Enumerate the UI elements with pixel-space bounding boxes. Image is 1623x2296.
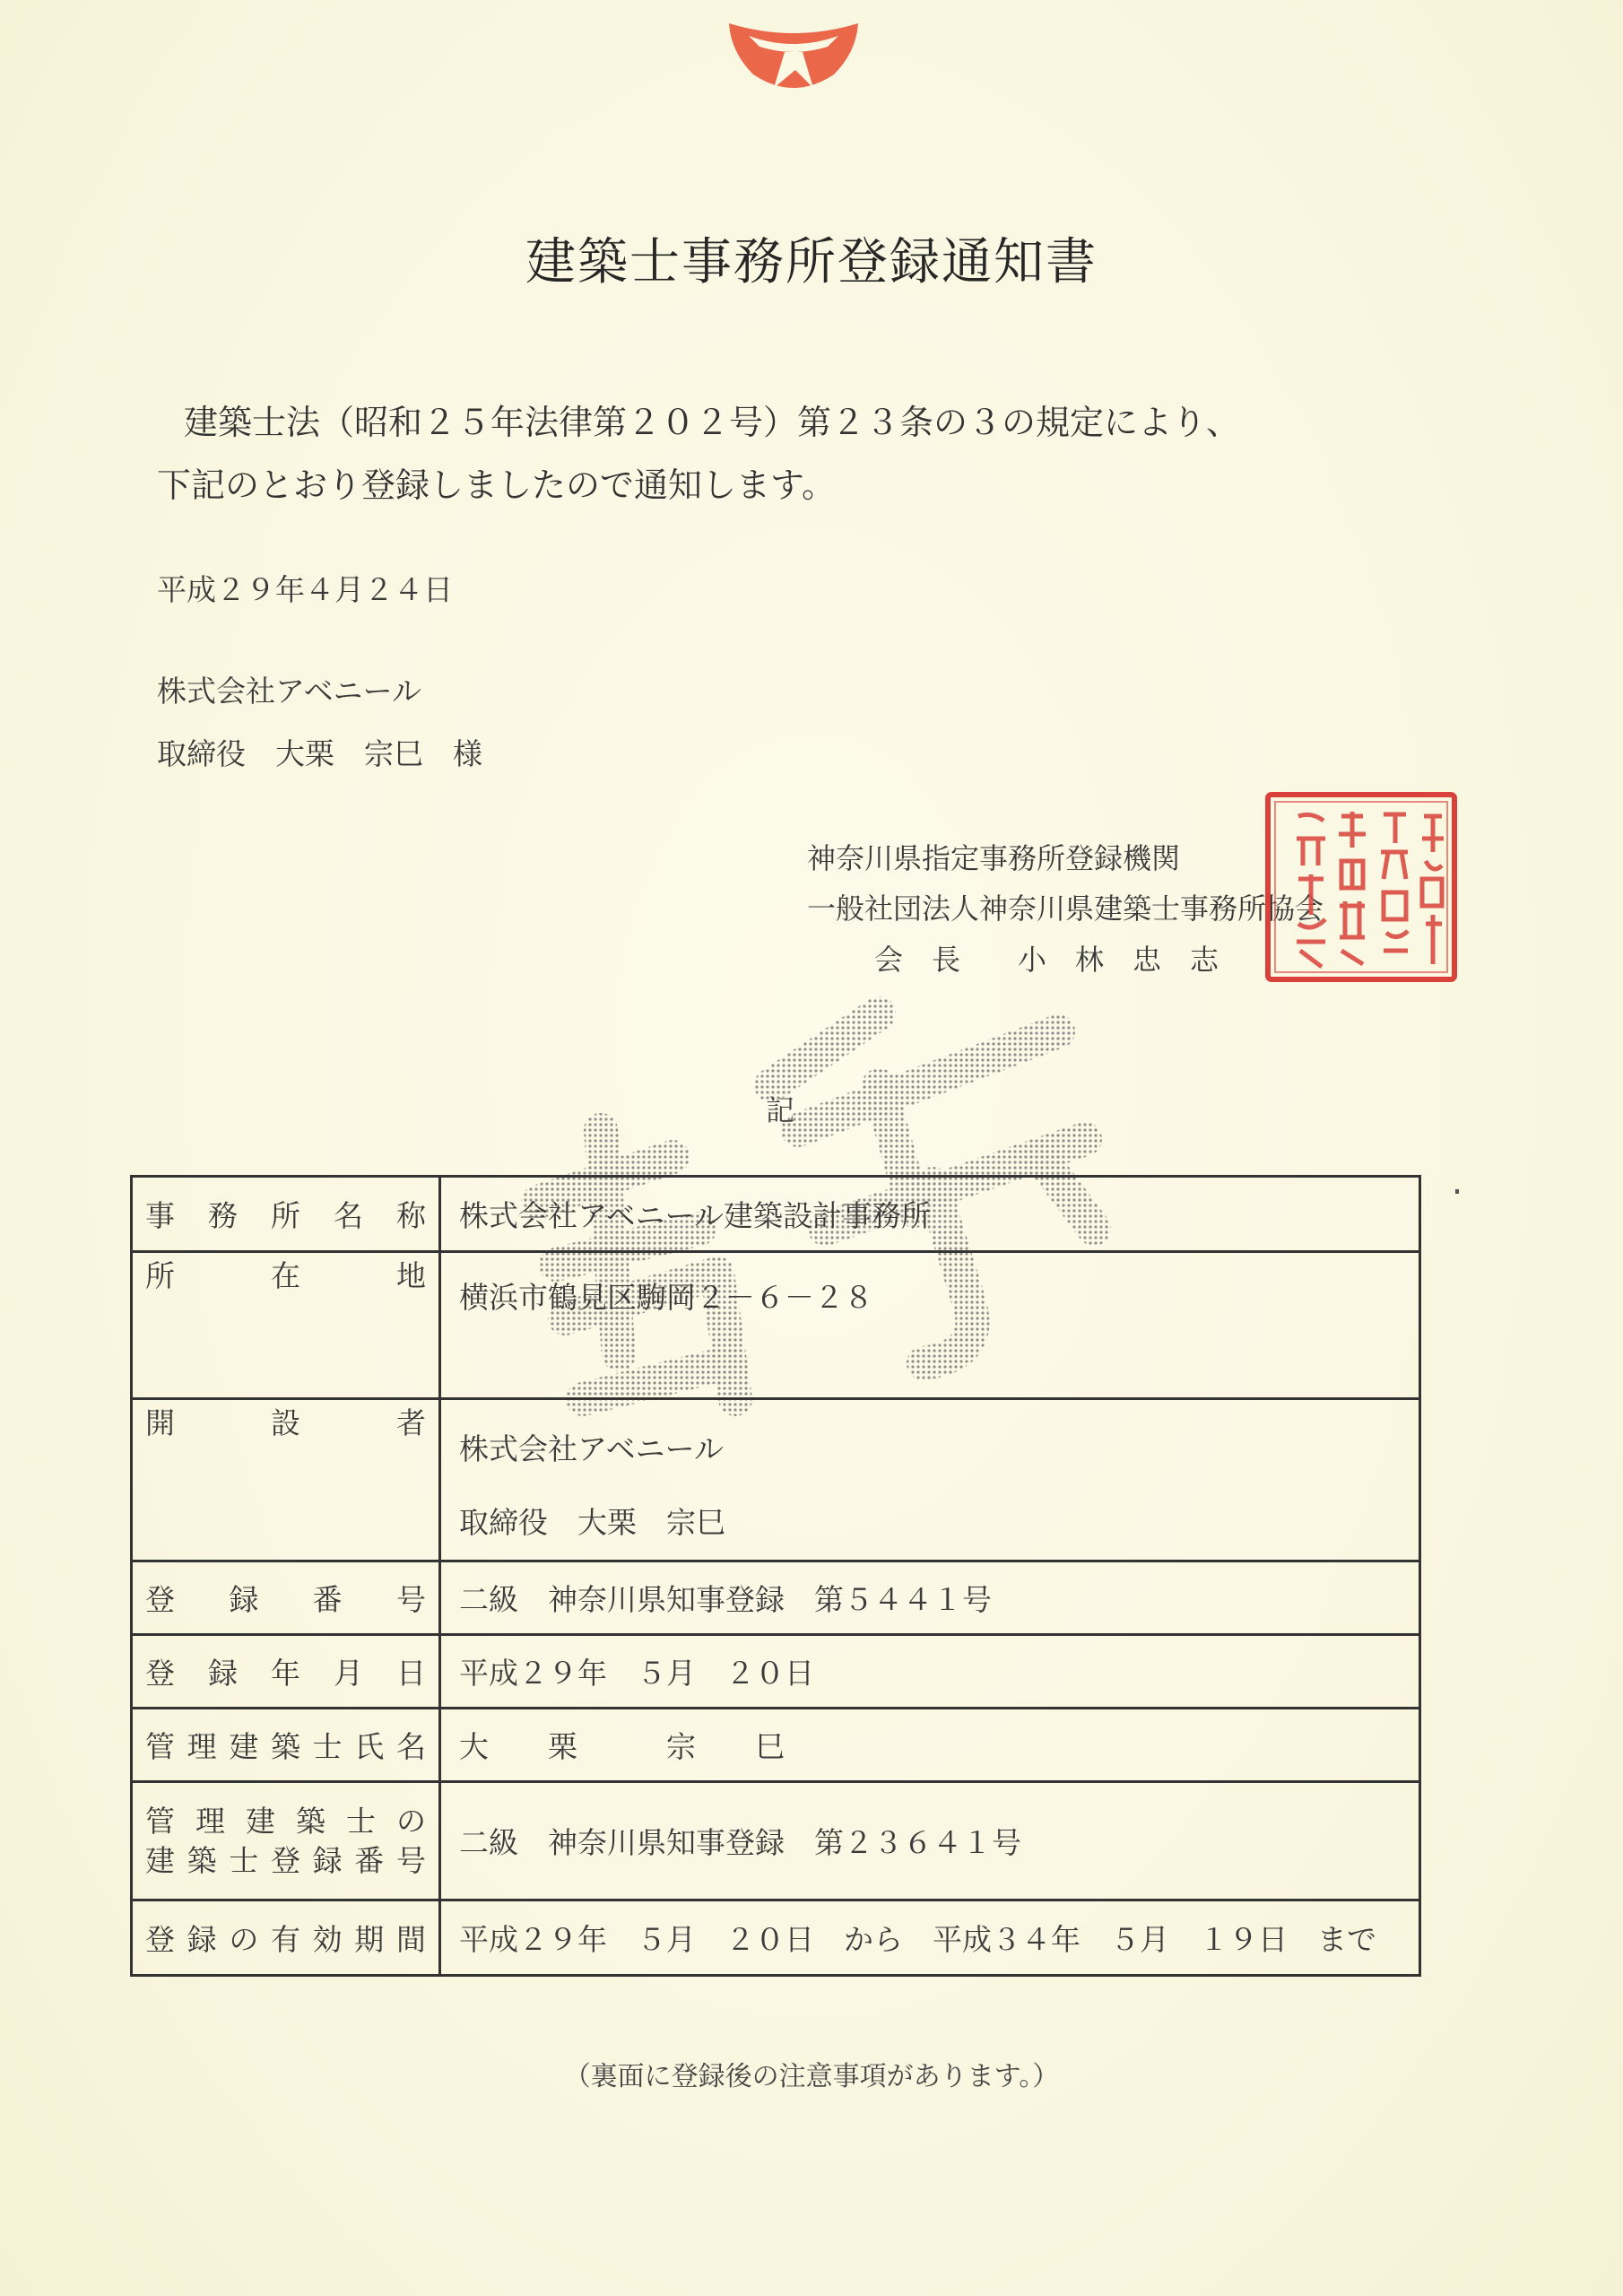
value-founder <box>440 1399 1420 1561</box>
table-row-validity <box>132 1900 1420 1976</box>
value-registration-date: 平成２９年 ５月 ２０日 <box>440 1635 1420 1709</box>
label-manager-name: 管 理 建 築 士 氏 名 <box>132 1709 440 1782</box>
table-row-location <box>132 1252 1420 1399</box>
document-title: 建築士事務所登録通知書 <box>525 233 1098 291</box>
official-seal <box>1263 789 1460 985</box>
scan-speck <box>1455 1189 1459 1194</box>
founder-person: 取締役 大栗 宗巳 <box>459 1505 725 1540</box>
issue-date: 平成２９年４月２４日 <box>157 572 453 607</box>
table-row-office-name <box>132 1177 1420 1252</box>
founder-company: 株式会社アベニール <box>459 1431 725 1466</box>
label-manager-registration: 管 理 建 築 士 の 建 築 士 登 録 番 号 <box>132 1782 440 1900</box>
issuer-association: 一般社団法人神奈川県建築士事務所協会 <box>807 891 1324 926</box>
addressee-company: 株式会社アベニール <box>157 674 422 709</box>
registration-table <box>130 1175 1421 1977</box>
label-office-name: 事 務 所 名 称 <box>132 1177 440 1252</box>
ki-label: 記 <box>765 1093 794 1127</box>
label-registration-number: 登 録 番 号 <box>132 1561 440 1635</box>
table-row-registration-number <box>132 1561 1420 1635</box>
value-office-name: 株式会社アベニール建築設計事務所 <box>440 1177 1420 1252</box>
label-founder: 開 設 者 <box>132 1399 440 1561</box>
notification-line: 下記のとおり登録しましたので通知します。 <box>157 465 836 505</box>
label-validity: 登 録 の 有 効 期 間 <box>132 1900 440 1976</box>
value-manager-name: 大 栗 宗 巳 <box>440 1709 1420 1782</box>
footnote: （裏面に登録後の注意事項があります。） <box>563 2061 1060 2092</box>
table-row-founder <box>132 1399 1420 1561</box>
table-row-manager-registration <box>132 1782 1420 1900</box>
legal-basis-line: 建築士法（昭和２５年法律第２０２号）第２３条の３の規定により、 <box>184 403 1241 442</box>
value-validity: 平成２９年 ５月 ２０日 から 平成３４年 ５月 １９日 まで <box>440 1900 1420 1976</box>
value-registration-number: 二級 神奈川県知事登録 第５４４１号 <box>440 1561 1420 1635</box>
emblem-logo <box>722 16 865 97</box>
value-manager-registration: 二級 神奈川県知事登録 第２３６４１号 <box>440 1782 1420 1900</box>
addressee-person: 取締役 大栗 宗巳 様 <box>157 736 482 771</box>
table-row-registration-date <box>132 1635 1420 1709</box>
value-location: 横浜市鶴見区駒岡２－６－２８ <box>440 1252 1420 1399</box>
table-row-manager-name <box>132 1709 1420 1782</box>
label-registration-date: 登 録 年 月 日 <box>132 1635 440 1709</box>
issuer-agency: 神奈川県指定事務所登録機関 <box>807 841 1181 875</box>
issuer-president: 会 長 小 林 忠 志 <box>874 943 1219 977</box>
label-location: 所 在 地 <box>132 1252 440 1399</box>
